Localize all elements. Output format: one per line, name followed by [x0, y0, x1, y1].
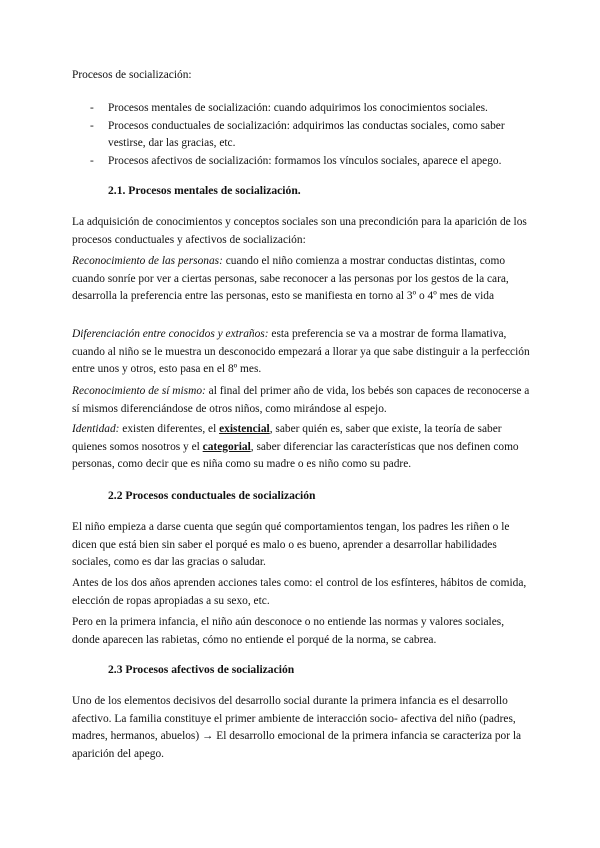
- paragraph-text: existen diferentes, el: [119, 423, 220, 435]
- paragraph: Pero en la primera infancia, el niño aún desconoce o no entiende las normas y valores sociales, donde aparecen las rabietas, cómo no entiende el porqué de la norma, se cabrea.: [72, 616, 505, 646]
- process-list: [90, 100, 530, 170]
- term: Diferenciación entre conocidos y extraños:: [72, 328, 269, 340]
- list-item-text: Procesos conductuales de socialización: adquirimos las conductas sociales, como saber vestirse, dar las gracias, etc.: [108, 119, 505, 149]
- paragraph: Uno de los elementos decisivos del desarrollo social durante la primera infancia es el desarrollo afectivo. La familia constituye el primer ambiente de interacción socio- afectiva del niño (padres, madres, hermanos, abuelos) → El desarrollo emocional de la primera infancia se caracteriza por la aparición del apego.: [72, 695, 522, 760]
- term: Identidad:: [72, 423, 120, 435]
- paragraph: El niño empieza a darse cuenta que según qué comportamientos tengan, los padres les riñen o le dicen que está bien sin saber el porqué es malo o es bueno, aprender a desarrollar habilidades sociales, como es dar las gracias o saludar.: [72, 521, 510, 568]
- paragraph: [72, 253, 534, 306]
- intro-line: Procesos de socialización:: [72, 69, 192, 81]
- paragraph: [72, 421, 534, 474]
- keyword-categorial: categorial: [202, 440, 251, 453]
- dash-marker: -: [90, 102, 94, 114]
- list-item: [90, 100, 530, 118]
- dash-marker: -: [90, 154, 94, 167]
- dash-marker: -: [90, 119, 94, 132]
- list-item: [90, 118, 530, 153]
- list-item: [90, 153, 530, 171]
- paragraph-text: esta preferencia se va a mostrar de forma llamativa, cuando al niño se le muestra un desconocido empezará a llorar ya que sabe distinguir a la perfección entre unos y otros, esto pasa en el 8º mes.: [72, 328, 530, 375]
- keyword-existencial: existencial: [219, 423, 270, 435]
- paragraph-text: al final del primer año de vida, los bebés son capaces de reconocerse a sí mismos diferenciándose de otros niños, como mirándose al espejo.: [72, 385, 530, 415]
- list-item-text: Procesos afectivos de socialización: formamos los vínculos sociales, aparece el apego.: [108, 154, 502, 167]
- term: Reconocimiento de las personas:: [72, 255, 223, 267]
- list-item-text: Procesos mentales de socialización: cuando adquirimos los conocimientos sociales.: [108, 102, 488, 114]
- paragraph: La adquisición de conocimientos y conceptos sociales son una precondición para la aparición de los procesos conductuales y afectivos de socialización:: [72, 216, 527, 246]
- term: Reconocimiento de sí mismo:: [72, 385, 206, 397]
- section-heading-conductuales: 2.2 Procesos conductuales de socialización: [108, 489, 316, 502]
- section-heading-afectivos: 2.3 Procesos afectivos de socialización: [108, 663, 295, 676]
- paragraph-text: cuando el niño comienza a mostrar conductas distintas, como cuando sonríe por ver a ciertas personas, sabe reconocer a las personas por los gestos de la cara, desarrolla la preferencia entre las personas, esto se manifiesta en torno al 3º o 4º mes de vida: [72, 255, 509, 302]
- paragraph: [72, 326, 534, 379]
- paragraph: Antes de los dos años aprenden acciones tales como: el control de los esfínteres, hábitos de comida, elección de ropas apropiadas a su sexo, etc.: [72, 577, 527, 607]
- section-heading-mentales: 2.1. Procesos mentales de socialización.: [108, 184, 301, 197]
- paragraph-text: , saber diferenciar las características que nos definen como personas, como decir que es niña como su madre o es niño como su padre.: [72, 440, 519, 470]
- paragraph-text: , saber quién es, saber que existe, la teoría de saber quienes somos nosotros y el: [72, 423, 502, 453]
- paragraph: [72, 383, 534, 418]
